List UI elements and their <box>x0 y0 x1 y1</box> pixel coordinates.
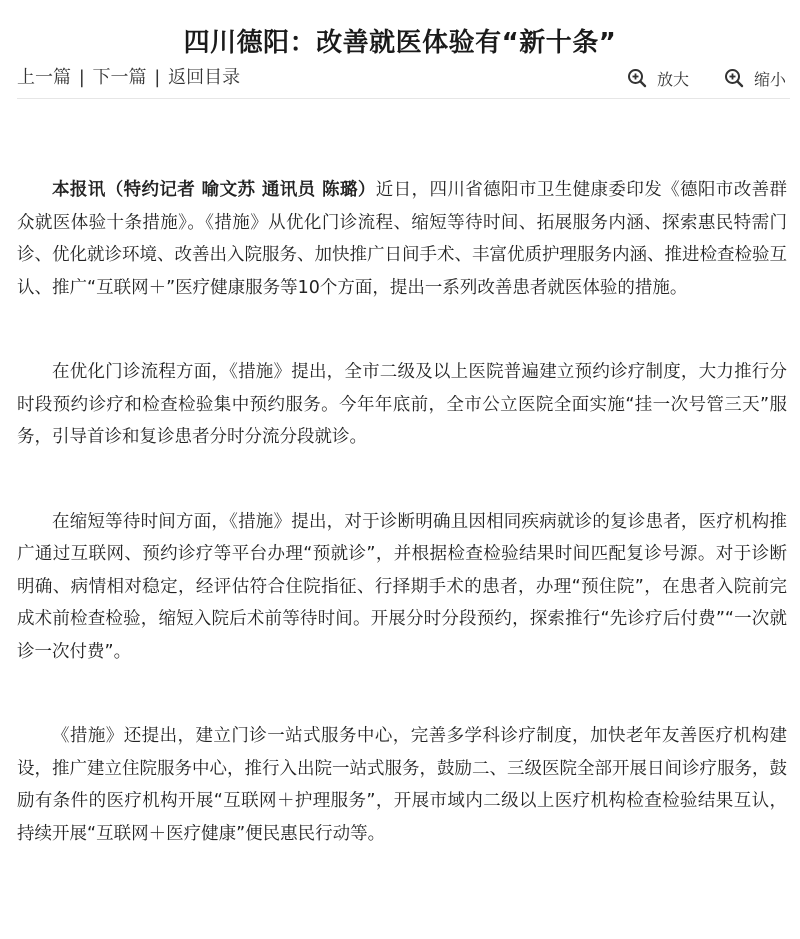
back-to-index-link[interactable]: 返回目录 <box>168 67 241 88</box>
next-article-link[interactable]: 下一篇 <box>92 67 147 88</box>
byline-lead: 本报讯（特约记者 喻文苏 通讯员 陈璐） <box>52 180 376 200</box>
article-title: 四川德阳：改善就医体验有“新十条” <box>183 28 617 59</box>
article-paragraph: 在优化门诊流程方面，《措施》提出，全市二级及以上医院普遍建立预约诊疗制度，大力推行分时段预约诊疗和检查检验集中预约服务。今年年底前，全市公立医院全面实施“挂一次号管三天”服务，引导首诊和复诊患者分时分流分段就诊。 <box>17 362 787 447</box>
article-paragraph: 在缩短等待时间方面，《措施》提出，对于诊断明确且因相同疾病就诊的复诊患者，医疗机构推广通过互联网、预约诊疗等平台办理“预就诊”，并根据检查检验结果时间匹配复诊号源。对于诊断明确、病情相对稳定，经评估符合住院指征、行择期手术的患者，办理“预住院”，在患者入院前完成术前检查检验，缩短入院后术前等待时间。开展分时分段预约，探索推行“先诊疗后付费”“一次就诊一次付费”。 <box>17 511 787 662</box>
article-toolbar <box>17 60 790 99</box>
zoom-out-button[interactable] <box>724 64 786 92</box>
zoom-out-icon <box>724 68 744 88</box>
paragraph-text: 近日，四川省德阳市卫生健康委印发《德阳市改善群众就医体验十条措施》。《措施》从优化门诊流程、缩短等待时间、拓展服务内涵、探索惠民特需门诊、优化就诊环境、改善出入院服务、加快推广日间手术、丰富优质护理服务内涵、推进检查检验互认、推广“互联网＋”医疗健康服务等10个方面，提出一系列改善患者就医体验的措施。 <box>17 180 788 298</box>
article-nav <box>17 64 240 92</box>
zoom-out-label: 缩小 <box>754 69 787 89</box>
prev-article-link[interactable]: 上一篇 <box>17 67 71 88</box>
zoom-in-label: 放大 <box>657 69 690 89</box>
article-paragraph <box>17 174 787 304</box>
nav-separator: | <box>78 67 85 88</box>
zoom-in-button[interactable] <box>627 64 689 92</box>
article-body <box>17 174 787 850</box>
zoom-in-icon <box>627 68 647 88</box>
nav-separator: | <box>154 67 161 88</box>
article-paragraph: 《措施》还提出，建立门诊一站式服务中心，完善多学科诊疗制度，加快老年友善医疗机构建设，推广建立住院服务中心，推行入出院一站式服务，鼓励二、三级医院全部开展日间诊疗服务，鼓励有条件的医疗机构开展“互联网＋护理服务”，开展市域内二级以上医疗机构检查检验结果互认，持续开展“互联网＋医疗健康”便民惠民行动等。 <box>17 726 787 844</box>
